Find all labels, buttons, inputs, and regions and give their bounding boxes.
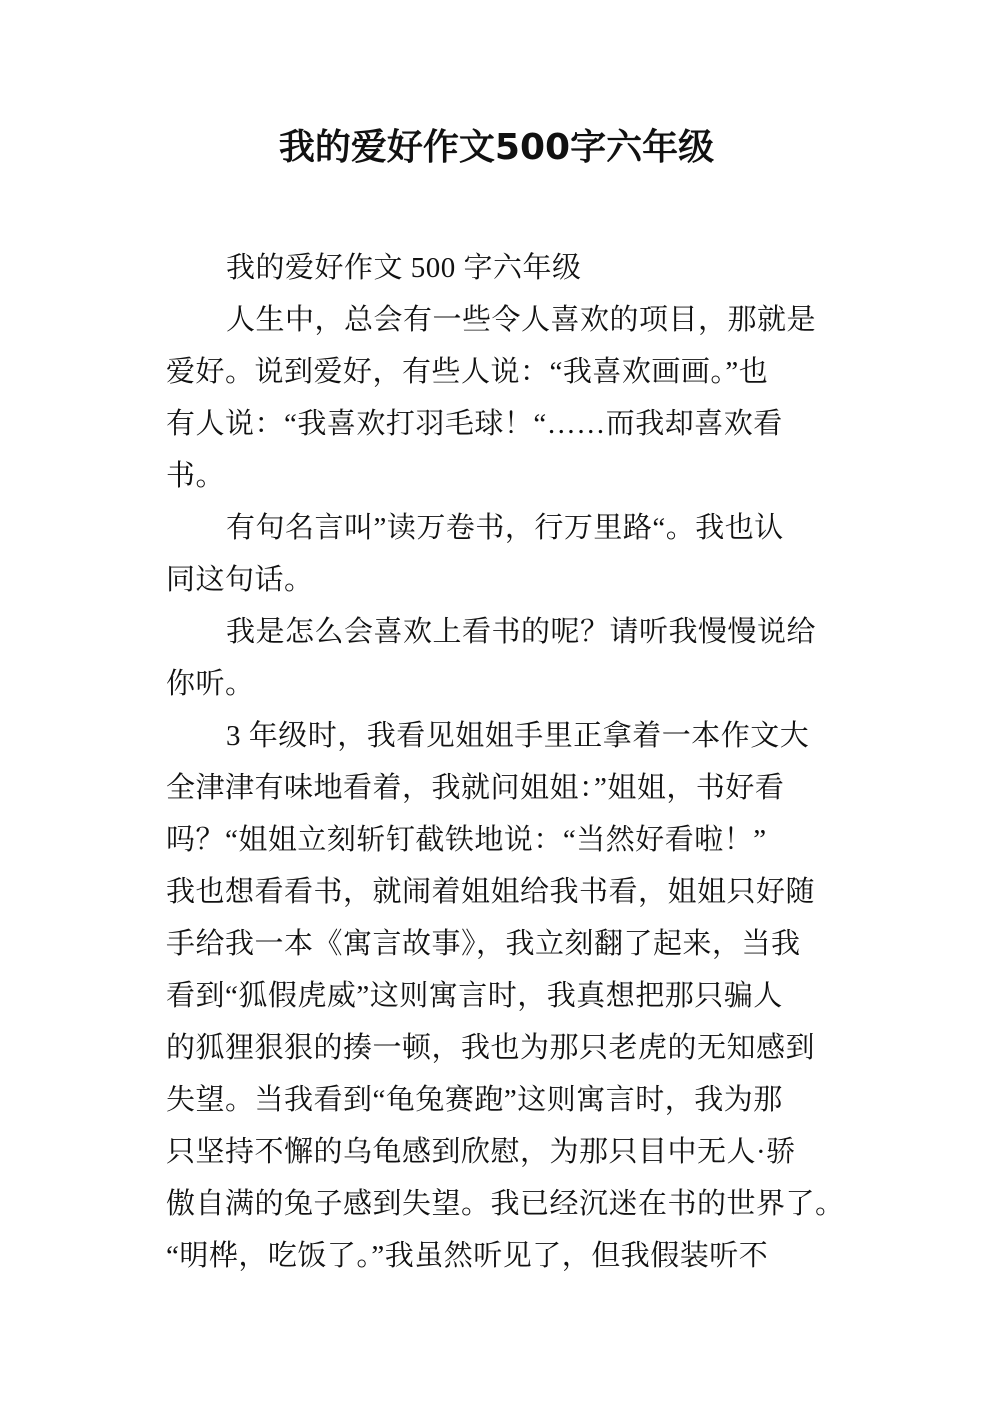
text-line: “明桦，吃饭了。”我虽然听见了，但我假装听不 xyxy=(166,1240,769,1272)
text-line: 我是怎么会喜欢上看书的呢？请听我慢慢说给 xyxy=(226,616,817,648)
text-line: 看到“狐假虎威”这则寓言时，我真想把那只骗人 xyxy=(166,980,783,1012)
document-title: 我的爱好作文500字六年级 xyxy=(278,127,715,168)
text-line: 失望。当我看到“龟兔赛跑”这则寓言时，我为那 xyxy=(166,1084,783,1116)
text-line: 有句名言叫”读万卷书，行万里路“。我也认 xyxy=(226,512,784,544)
text-line: 我也想看看书，就闹着姐姐给我书看，姐姐只好随 xyxy=(166,876,816,908)
text-line: 手给我一本《寓言故事》，我立刻翻了起来，当我 xyxy=(166,928,801,960)
text-line: 有人说：“我喜欢打羽毛球！“……而我却喜欢看 xyxy=(166,408,783,440)
text-line: 我的爱好作文 500 字六年级 xyxy=(226,252,582,284)
document-body xyxy=(166,242,846,1282)
text-line: 只坚持不懈的乌龟感到欣慰，为那只目中无人·骄 xyxy=(166,1136,796,1168)
text-line: 书。 xyxy=(166,460,226,492)
text-line: 你听。 xyxy=(166,668,255,700)
text-line: 爱好。说到爱好，有些人说：“我喜欢画画。”也 xyxy=(166,356,769,388)
text-line: 同这句话。 xyxy=(166,564,314,596)
text-line: 人生中，总会有一些令人喜欢的项目，那就是 xyxy=(226,304,817,336)
text-line: 傲自满的兔子感到失望。我已经沉迷在书的世界了。 xyxy=(166,1188,845,1220)
text-line: 的狐狸狠狠的揍一顿，我也为那只老虎的无知感到 xyxy=(166,1032,816,1064)
text-line: 全津津有味地看着，我就问姐姐：”姐姐，书好看 xyxy=(166,772,785,804)
text-line: 3 年级时，我看见姐姐手里正拿着一本作文大 xyxy=(226,720,810,752)
text-line: 吗？“姐姐立刻斩钉截铁地说：“当然好看啦！” xyxy=(166,824,767,856)
